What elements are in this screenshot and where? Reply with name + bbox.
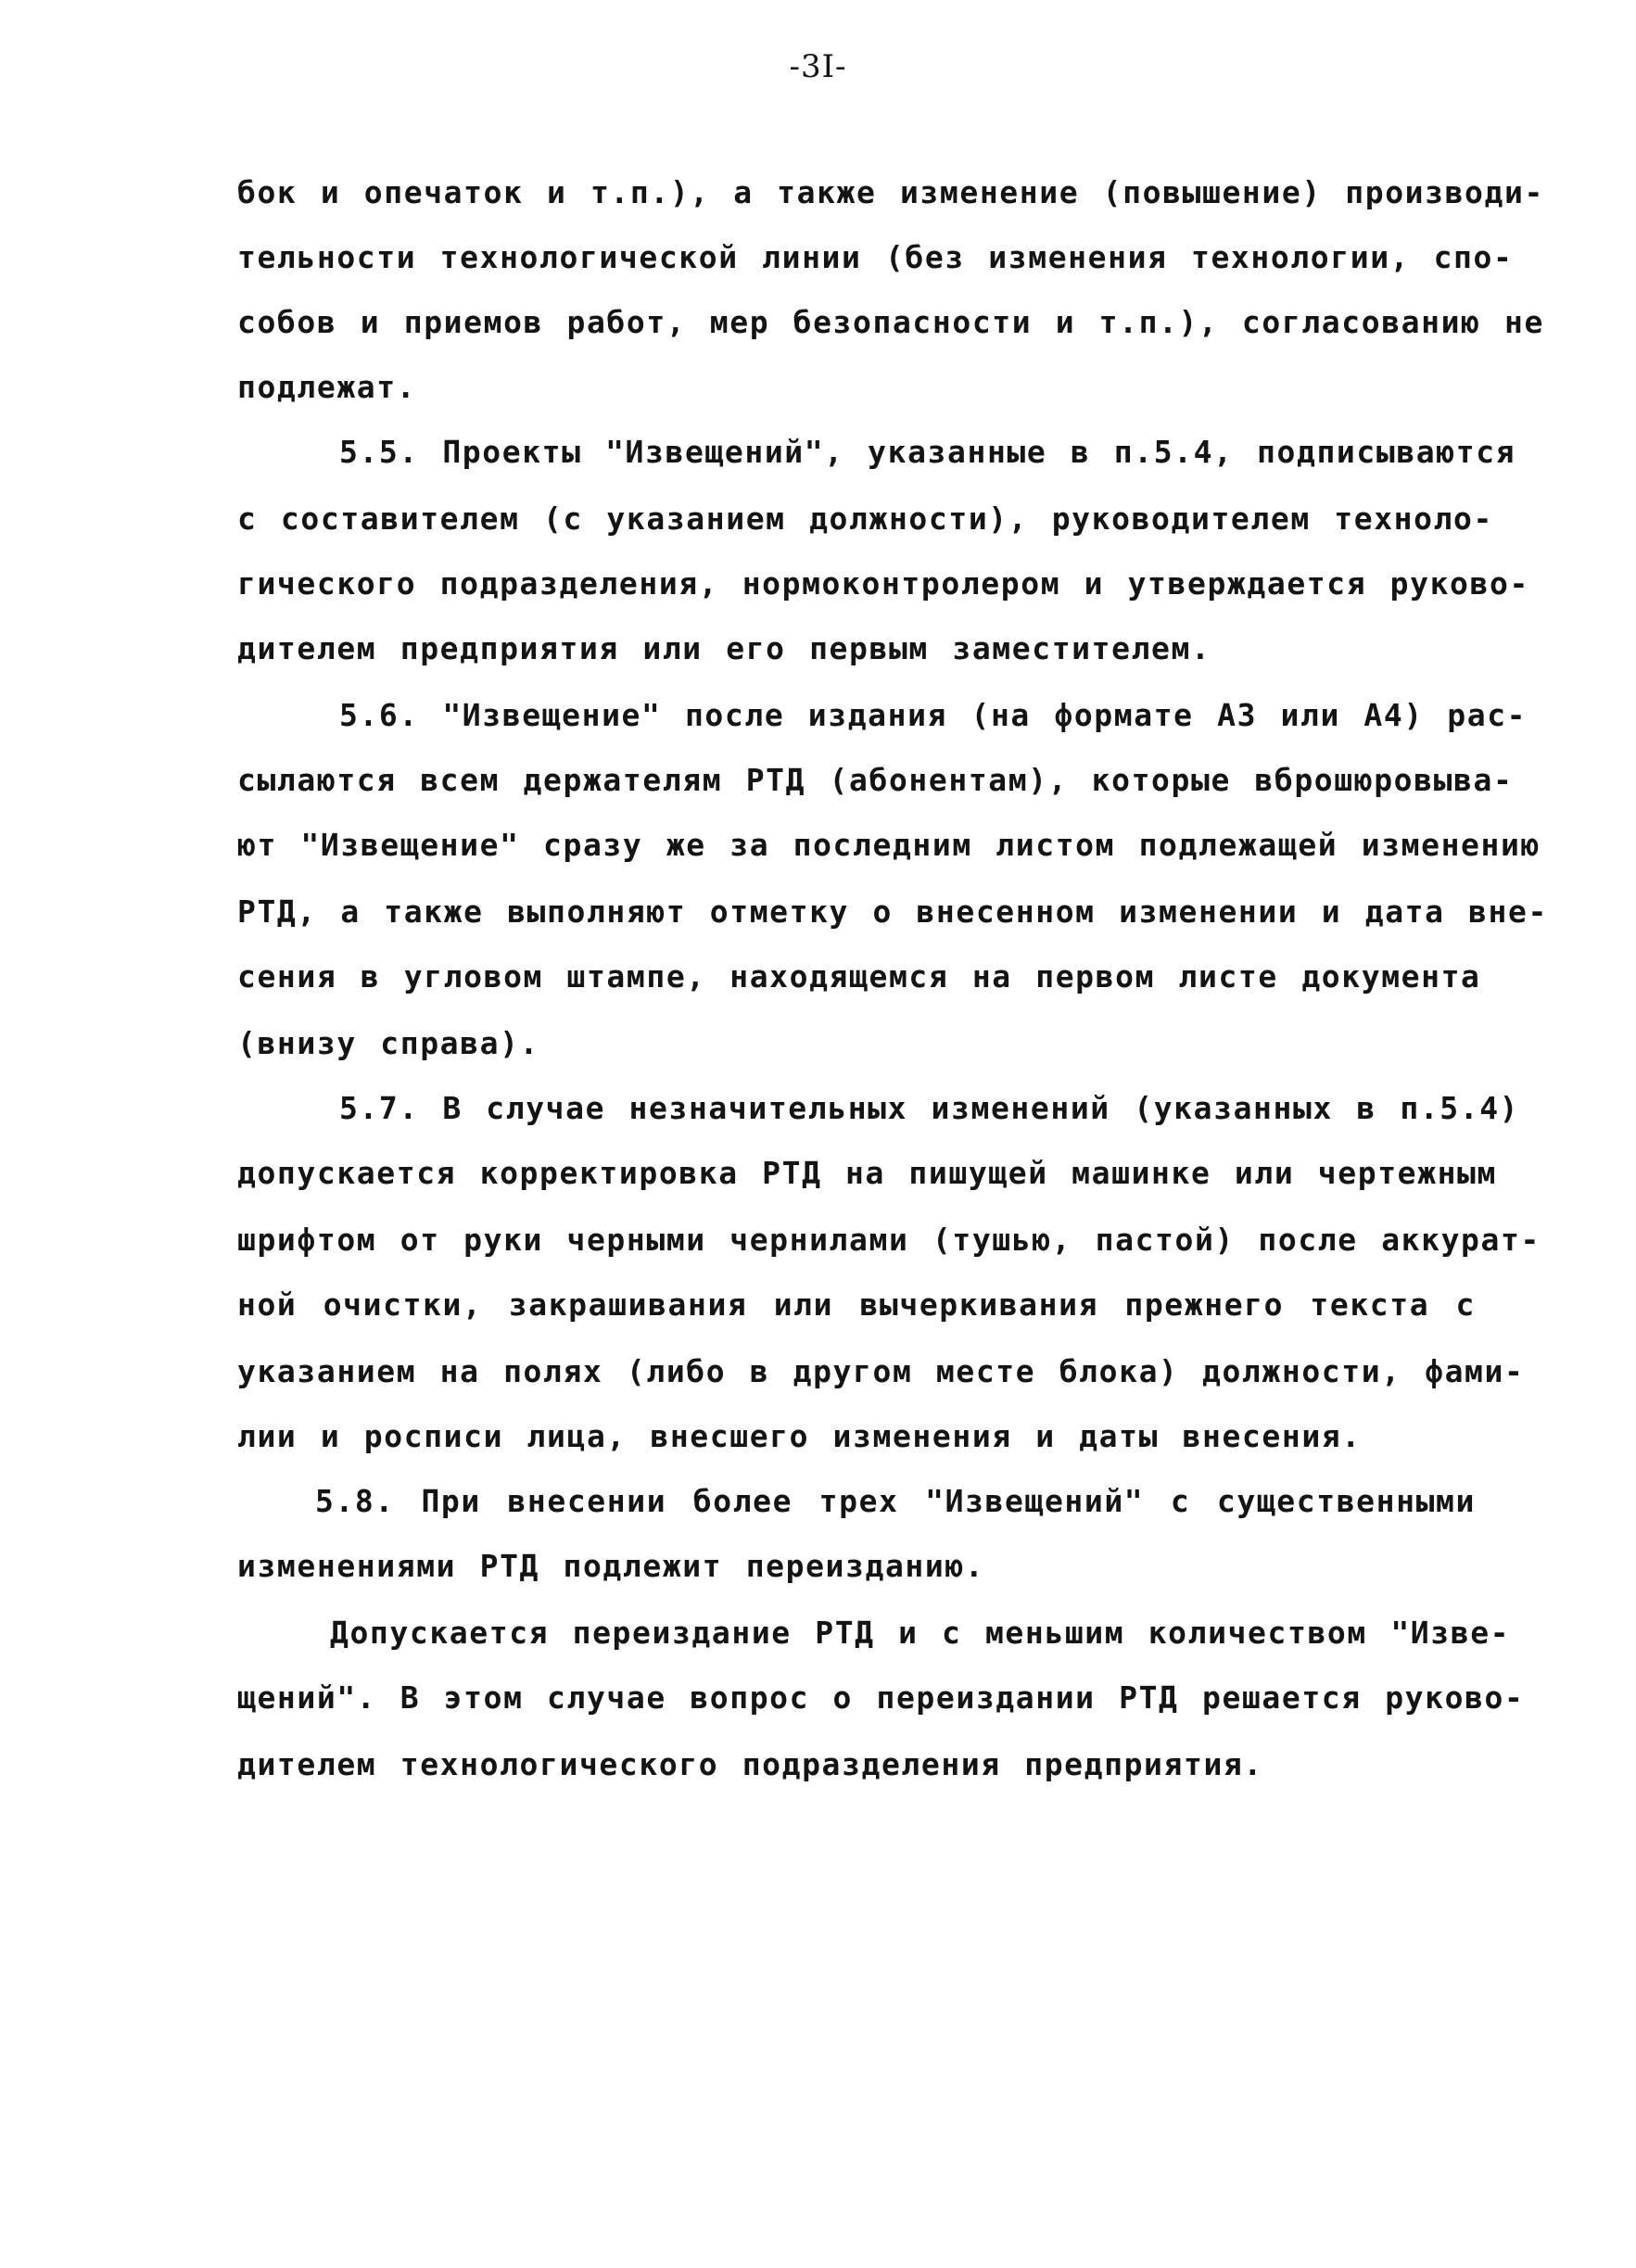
text-line: 5.5. Проекты "Извещений", указанные в п.5.4, подписываются: [339, 434, 1516, 470]
text-line: РТД, а также выполняют отметку о внесенном изменении и дата вне-: [237, 893, 1548, 930]
text-line: дителем технологического подразделения предприятия.: [237, 1746, 1263, 1782]
text-line: шрифтом от руки черными чернилами (тушью, пастой) после аккурат-: [237, 1222, 1541, 1258]
text-line: Допускается переиздание РТД и с меньшим количеством "Изве-: [330, 1615, 1511, 1651]
text-line: сылаются всем держателям РТД (абонентам), которые вброшюровыва-: [237, 762, 1514, 798]
page-number: -3I-: [789, 48, 847, 85]
text-line: 5.6. "Извещение" после издания (на формате А3 или А4) рас-: [339, 697, 1528, 733]
text-line: гического подразделения, нормоконтролером и утверждается руково-: [237, 565, 1529, 602]
text-line: указанием на полях (либо в другом месте блока) должности, фами-: [237, 1353, 1525, 1389]
text-line: ной очистки, закрашивания или вычеркивания прежнего текста с: [237, 1286, 1476, 1323]
text-line: 5.8. При внесении более трех "Извещений" с существенными: [315, 1483, 1476, 1519]
text-line: с составителем (с указанием должности), руководителем техноло-: [237, 500, 1493, 537]
text-line: дителем предприятия или его первым заместителем.: [237, 630, 1211, 666]
text-line: сения в угловом штампе, находящемся на первом листе документа: [237, 958, 1481, 995]
text-line: изменениями РТД подлежит переизданию.: [237, 1548, 985, 1584]
text-line: щений". В этом случае вопрос о переиздании РТД решается руково-: [237, 1679, 1525, 1716]
text-line: ют "Извещение" сразу же за последним листом подлежащей изменению: [237, 827, 1541, 863]
text-line: (внизу справа).: [237, 1025, 540, 1061]
text-line: допускается корректировка РТД на пишущей машинке или чертежным: [237, 1155, 1497, 1191]
text-line: собов и приемов работ, мер безопасности и т.п.), согласованию не: [237, 304, 1544, 340]
text-line: тельности технологической линии (без изменения технологии, спо-: [237, 239, 1514, 275]
text-line: бок и опечаток и т.п.), а также изменение (повышение) производи-: [237, 174, 1544, 210]
text-line: подлежат.: [237, 369, 417, 405]
text-line: лии и росписи лица, внесшего изменения и даты внесения.: [237, 1418, 1362, 1454]
text-line: 5.7. В случае незначительных изменений (указанных в п.5.4): [339, 1090, 1520, 1126]
